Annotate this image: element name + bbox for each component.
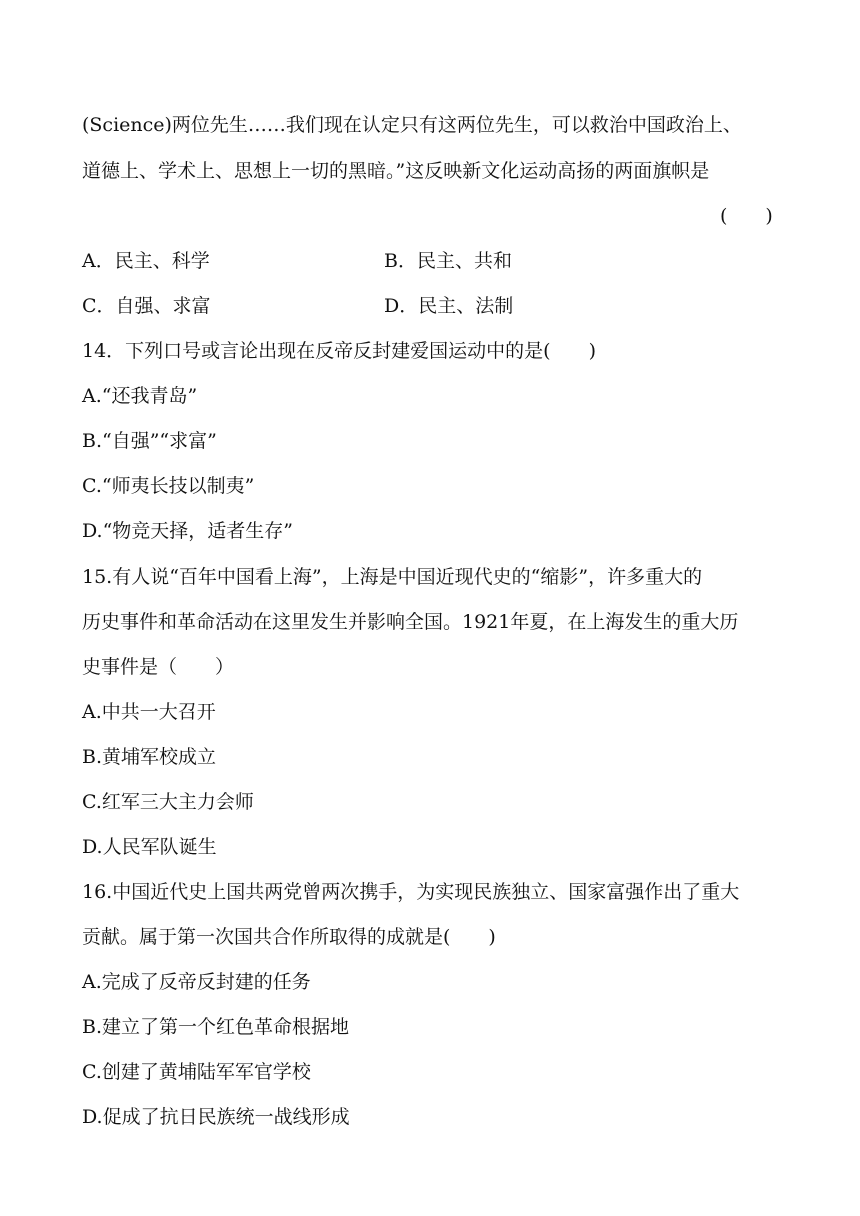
q13-option-c: C．自强、求富 — [82, 295, 211, 317]
q13-option-b: B．民主、共和 — [384, 250, 512, 272]
q16-stem-line-1: 16.中国近代史上国共两党曾两次携手，为实现民族独立、国家富强作出了重大 — [82, 881, 740, 903]
q14-option-b: B.“自强”“求富” — [82, 430, 217, 452]
q13-stem-line-2: 道德上、学术上、思想上一切的黑暗。”这反映新文化运动高扬的两面旗帜是 — [82, 160, 710, 182]
q16-option-d: D.促成了抗日民族统一战线形成 — [82, 1106, 350, 1128]
q15-stem-line-3: 史事件是（ ） — [82, 656, 235, 678]
q13-stem-line-1: (Science)两位先生……我们现在认定只有这两位先生，可以救治中国政治上、 — [82, 114, 742, 136]
q14-option-d: D.“物竞天择，适者生存” — [82, 520, 294, 542]
q15-stem-line-1: 15.有人说“百年中国看上海”，上海是中国近现代史的“缩影”，许多重大的 — [82, 566, 703, 588]
q13-option-d: D．民主、法制 — [384, 295, 514, 317]
q15-stem-line-2: 历史事件和革命活动在这里发生并影响全国。1921年夏，在上海发生的重大历 — [82, 611, 739, 633]
q13-option-a: A．民主、科学 — [82, 250, 210, 272]
q16-option-a: A.完成了反帝反封建的任务 — [82, 971, 311, 993]
q13-answer-paren: ( ) — [720, 205, 773, 227]
q14-option-a: A.“还我青岛” — [82, 385, 198, 407]
q16-option-c: C.创建了黄埔陆军军官学校 — [82, 1061, 311, 1083]
q15-option-b: B.黄埔军校成立 — [82, 746, 217, 768]
q16-option-b: B.建立了第一个红色革命根据地 — [82, 1016, 350, 1038]
q14-stem: 14．下列口号或言论出现在反帝反封建爱国运动中的是( ) — [82, 340, 597, 362]
q15-option-c: C.红军三大主力会师 — [82, 791, 254, 813]
q15-option-d: D.人民军队诞生 — [82, 836, 217, 858]
q16-stem-line-2: 贡献。属于第一次国共合作所取得的成就是( ) — [82, 926, 496, 948]
q15-option-a: A.中共一大召开 — [82, 701, 216, 723]
q14-option-c: C.“师夷长技以制夷” — [82, 475, 255, 497]
